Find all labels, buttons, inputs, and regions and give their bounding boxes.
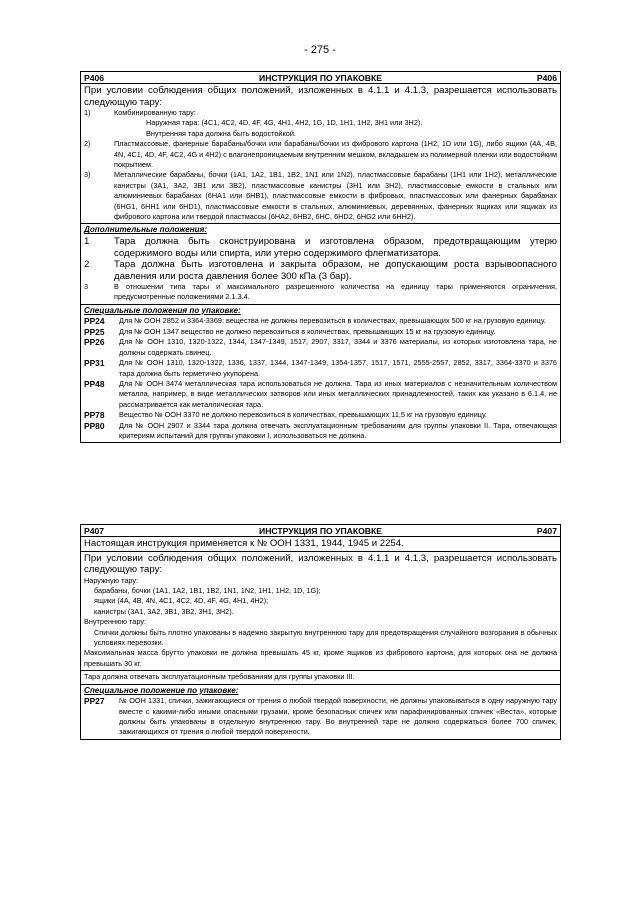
list-item: 1 Тара должна быть сконструирована и изготовлена образом, предотвращающим утерю содержимого воды или спирта, или утерю содержимого флегматизатора.	[84, 236, 557, 259]
p407-inner-label: Внутреннюю тару:	[84, 617, 147, 627]
list-item: Внутренняя тара должна быть водостойкой.	[146, 128, 296, 138]
list-item: 1) Комбинированную тару:	[84, 108, 196, 117]
list-item: канистры (3A1, 3A2, 3B1, 3B2, 3H1, 3H2).	[94, 606, 234, 616]
p406-special-section	[81, 305, 560, 442]
list-item: Наружная тара: (4C1, 4C2, 4D, 4F, 4G, 4H1, 4H2, 1G, 1D, 1H1, 1H2, 3H1 или 3H2).	[146, 118, 423, 128]
p407-special-title: Специальное положение по упаковке:	[84, 685, 239, 695]
list-item: 3) Металлические барабаны, бочки (1A1, 1A2, 1B1, 1B2, 1N1 или 1N2), пластмассовые барабаны (1H1 или 1H2), металлические канистры (3A1, 3A2, 3B1 или 3B2), пластмассовые канистры (3H1 или 3H2), пластмассовые емкости в стальных или алюминиевых барабанах (6HA1 или 6HB1), пластмассовые емкости в фибровых, пластмассовых или фанерных барабанах (6HG1, 6HH1 или 6HD1), пластмассовые емкости в стальных, алюминиевых, деревянных, фанерных ящиках или ящиках из фибрового картона или твердой пластмассы (6HA2, 6HB2, 6HC, 6HD2, 6HG2 или 6HH2).	[84, 170, 557, 222]
p407-intro: При условии соблюдения общих положений, изложенных в 4.1.1 и 4.1.3, разрешается использовать следующую тару:	[84, 552, 557, 575]
p407-code-left: P407	[84, 525, 105, 536]
p407-inner-text: Спички должны быть плотно упакованы в надежно закрытую внутреннюю тару для предотвращения случайного возгорания в обычных условиях перевозки.	[94, 627, 557, 647]
page-number: - 275 -	[304, 44, 336, 56]
special-provision: PP27 № ООН 1331, спички, зажигающиеся от трения о любой твердой поверхности, не должны упаковываться в одну наружную тару вместе с какими-либо иными опасными грузами, кроме безопасных спичек или парафинированных спичек «Веста», которые должны быть упакованы в отдельную внутреннюю тару. Во внутренней таре не должно содержаться более 700 спичек, зажигающихся от трения о любой твердой поверхности.	[84, 696, 557, 737]
p406-special-title: Специальные положения по упаковке:	[84, 305, 241, 315]
p407-title: ИНСТРУКЦИЯ ПО УПАКОВКЕ	[259, 525, 382, 536]
special-provision: PP26 Для № ООН 1310, 1320-1322, 1344, 1347-1349, 1517, 2907, 3317, 3344 и 3376 материалы, из которых изготовлена тара, не должны содержать свинец.	[84, 337, 557, 357]
special-provision: PP78 Вещество № ООН 3370 не должно перевозиться в количествах, превышающих 11,5 кг на грузовую единицу.	[84, 410, 487, 421]
p407-header	[81, 525, 560, 537]
p406-intro: При условии соблюдения общих положений, изложенных в 4.1.1 и 4.1.3, разрешается использовать следующую тару:	[84, 85, 557, 108]
p406-additional-section	[81, 224, 560, 304]
p406-packaging-section	[81, 84, 560, 224]
p406-additional-title: Дополнительные положения:	[84, 225, 208, 235]
p407-packaging-section	[81, 552, 560, 672]
p407-applies: Настоящая инструкция применяется к № ООН 1331, 1944, 1945 и 2254.	[81, 537, 560, 552]
list-item: ящики (4A, 4B, 4N, 4C1, 4C2, 4D, 4F, 4G, 4H1, 4H2);	[94, 596, 269, 606]
special-provision: PP48 Для № ООН 3474 металлическая тара использоваться не должна. Тара из иных материалов с незначительным количеством металла, например, в виде металлических затворов или иных металлических принадлежностей, таких как указано в 6.1.4, не рассматривается как металлическая тара.	[84, 378, 557, 409]
p407-special-section	[81, 685, 560, 739]
p406-header	[81, 72, 560, 84]
special-provision: PP31 Для № ООН 1310, 1320-1322, 1336, 1337, 1344, 1347-1349, 1354-1357, 1517, 1571, 2555-2557, 2852, 3317, 3364-3370 и 3376 тара должна быть герметично укупорена.	[84, 358, 557, 378]
list-item: барабаны, бочки (1A1, 1A2, 1B1, 1B2, 1N1, 1N2, 1H1, 1H2, 1D, 1G);	[94, 585, 321, 595]
list-item: 2 Тара должна быть изготовлена и закрыта образом, не допускающим роста взрывоопасного давления или роста давления более 300 кПа (3 бар).	[84, 259, 557, 282]
p406-title: ИНСТРУКЦИЯ ПО УПАКОВКЕ	[259, 72, 382, 83]
special-provision: PP25 Для № ООН 1347 вещество не должно перевозиться в количествах, превышающих 15 кг на грузовую единицу.	[84, 326, 496, 337]
p407-outer-label: Наружную тару:	[84, 575, 139, 585]
p406-instruction-box	[80, 71, 561, 443]
p407-instruction-box	[80, 524, 561, 740]
list-item: 3 В отношении типа тары и максимального разрешенного количества на единицу тары применяются ограничения, предусмотренные положениями 2.1.3.4.	[84, 282, 557, 302]
special-provision: PP80 Для № ООН 2907 и 3344 тара должна отвечать эксплуатационным требованиям для группы упаковки II. Тара, отвечающая критериям испытаний для группы упаковки I, использоваться не должна.	[84, 420, 557, 440]
p407-tara-group: Тара должна отвечать эксплуатационным требованиям для группы упаковки III.	[81, 671, 560, 684]
p406-code-left: P406	[84, 72, 105, 83]
p407-code-right: P407	[536, 525, 557, 536]
p406-code-right: P406	[536, 72, 557, 83]
special-provision: PP24 Для № ООН 2852 и 3364-3369: вещества не должны перевозиться в количествах, превышающих 500 кг на грузовую единицу.	[84, 316, 546, 327]
p407-max-mass: Максимальная масса брутто упаковки не должна превышать 45 кг, кроме ящиков из фибрового картона, для которых она не должна превышать 30 кг.	[84, 648, 557, 668]
list-item: 2) Пластмассовые, фанерные барабаны/бочки или барабаны/бочки из фибрового картона (1H2, 1D или 1G), либо ящики (4A, 4B, 4N, 4C1, 4D, 4F, 4C2, 4G и 4H2) с влагонепроницаемым внутренним мешком, вкладышем из полимерной пленки или водостойким покрытием.	[84, 139, 558, 170]
